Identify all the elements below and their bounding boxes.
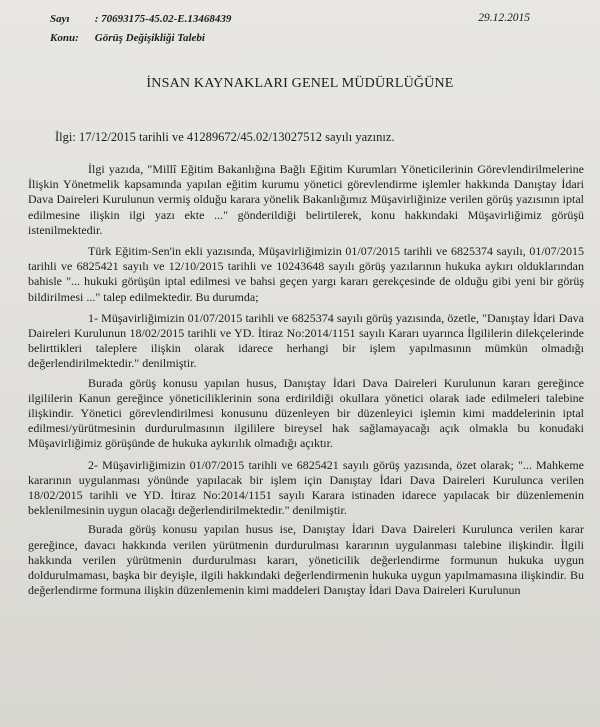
sayi-label: Sayı xyxy=(50,13,70,25)
reference-line: İlgi: 17/12/2015 tarihli ve 41289672/45.02/13027512 sayılı yazınız. xyxy=(55,130,395,144)
konu-label: Konu: xyxy=(50,32,79,44)
paragraph: Burada görüş konusu yapılan husus, Danıştay İdari Dava Daireleri Kurulunun kararı gereğince ilgililerin Kanun gereğince yöneticiliklerinin sona erdirildiği okullara yönetici olarak iade edilmeleri talebine ilişkindir. Yönetici görevlendirilmesi konusunu düzenleyen bir düzenleyici işlemin kimi maddelerinin iptal edilmesi/yürütmesinin durdurulmasının ilgililere bireysel hak sağlamayacağı açık olmakla bu konudaki Müşavirliğimiz görüşünde de hukuka aykırılık olmadığı açıktır. xyxy=(28,375,584,451)
paragraph: 2- Müşavirliğimizin 01/07/2015 tarihli ve 6825421 sayılı görüş yazısında, özet olarak; "... Mahkeme kararının uygulanması yönünde yapılacak bir işlem için Danıştay İdari Dava Daireleri Kurulunca verilen 18/02/2015 tarihli ve YD. İtiraz No:2014/1151 sayılı Karara istinaden idarece yapılacak bir düzenlemenin beklenilmesinin uygun olacağı değerlendirilmektedir." denilmiştir. xyxy=(28,457,584,518)
document-body xyxy=(28,162,584,604)
paragraph: 1- Müşavirliğimizin 01/07/2015 tarihli ve 6825374 sayılı görüş yazısında, özetle, "Danıştay İdari Dava Daireleri Kurulunun 18/02/2015 tarihli ve YD. İtiraz No:2014/1151 sayılı Kararı uyarınca İlgililerin dilekçelerinde belirttikleri taleplere ilişkin olarak idarece herhangi bir işlem yapılmasının mümkün olmadığı değerlendirilmektedir." denilmiştir. xyxy=(28,310,584,371)
sayi-value: : 70693175-45.02-E.13468439 xyxy=(94,13,232,25)
konu-line xyxy=(50,29,231,48)
document-header xyxy=(50,10,231,48)
paragraph: Türk Eğitim-Sen'in ekli yazısında, Müşavirliğimizin 01/07/2015 tarihli ve 6825374 sayılı, 01/07/2015 tarihli ve 6825421 sayılı ve 12/10/2015 tarihli ve 10243648 sayılı görüş yazılarının hukuka aykırı olduklarından bahisle "... hukuki görüşün iptal edilmesi ve bahsi geçen yargı kararı gerekçesinde de olduğu gibi yeni bir görüş bildirilmesi ..." talep edilmektedir. Bu durumda; xyxy=(28,244,584,304)
paragraph: Burada görüş konusu yapılan husus ise, Danıştay İdari Dava Daireleri Kurulunca verilen karar gereğince, davacı hakkında verilen yürütmenin durdurulması kararının uygulanması talebine ilişkindir. İlgili hakkında verilen yürütmenin durdurulması kararı, yöneticilik değerlendirme formunun hukuka uygun doldurulmaması, başka bir deyişle, ilgili hakkındaki değerlendirmenin hukuka uygun yapılmamasına ilişkindir. Bu değerlendirme formuna ilişkin düzenlemenin kimi maddeleri Danıştay İdari Dava Daireleri Kurulunun xyxy=(28,522,584,598)
paragraph: İlgi yazıda, "Millî Eğitim Bakanlığına Bağlı Eğitim Kurumları Yöneticilerinin Görevlendirilmelerine İlişkin Yönetmelik kapsamında yapılan eğitim kurumu yönetici görevlendirme işlemler hakkında Danıştay İdari Dava Daireleri Kurulunun vermiş olduğu karara yönelik Bakanlığımız Müşavirliğinize verilen görüş yazısının iptal edilmesine ilişkin ilgi yazı ekte ..." gönderildiği belirtilerek, konu hakkındaki Müşavirliğimiz görüşü istenilmektedir. xyxy=(28,162,584,237)
sayi-line xyxy=(50,10,231,29)
document-date: 29.12.2015 xyxy=(478,12,530,24)
konu-value: Görüş Değişikliği Talebi xyxy=(94,32,205,44)
document-title: İNSAN KAYNAKLARI GENEL MÜDÜRLÜĞÜNE xyxy=(146,76,454,91)
